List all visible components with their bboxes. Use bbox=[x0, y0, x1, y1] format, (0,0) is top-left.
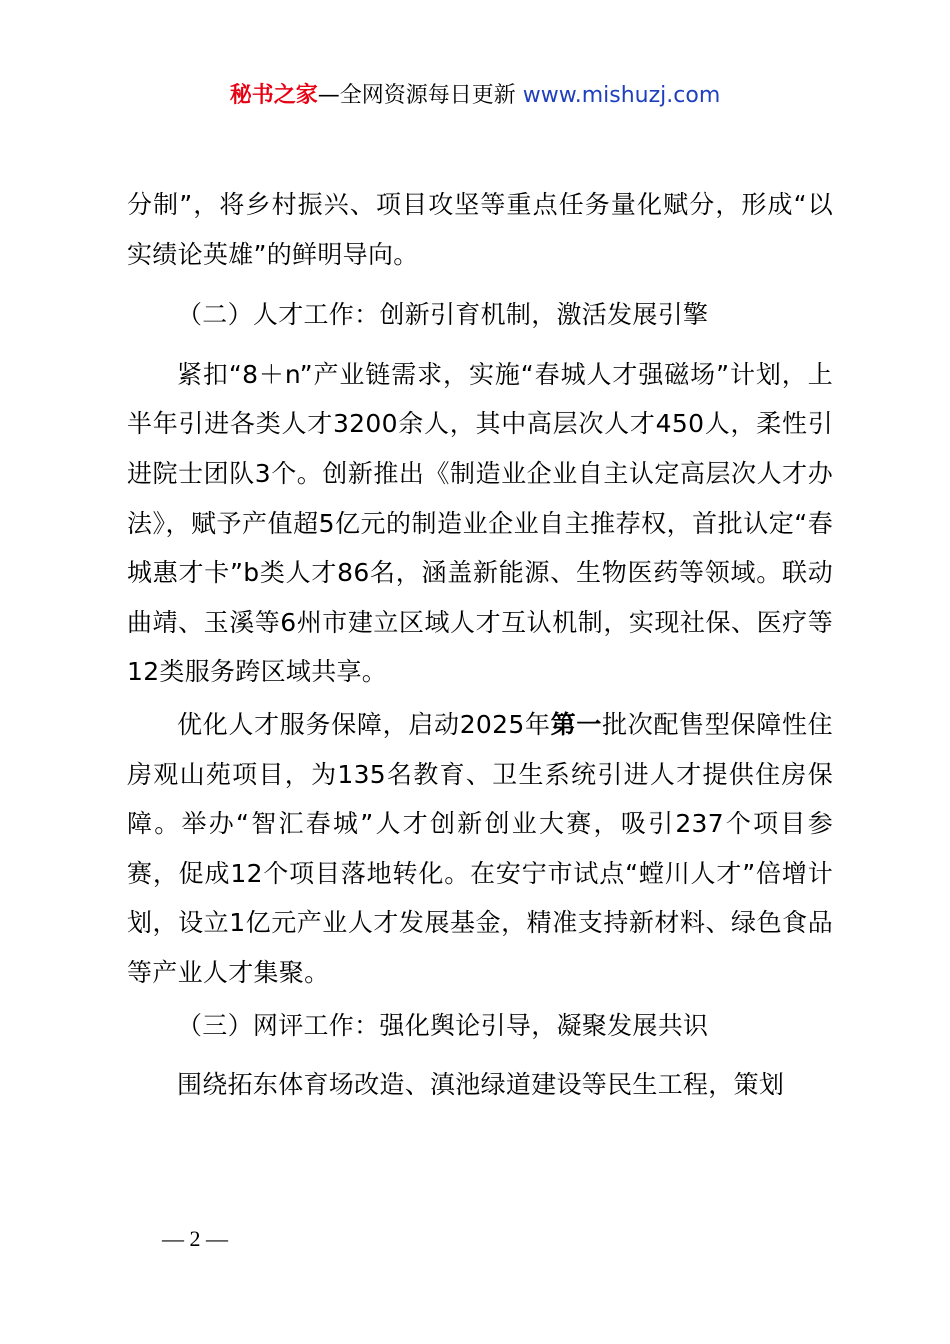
paragraph-text-end: 批次配售型保障性住房观山苑项目，为135名教育、卫生系统引进人才提供住房保障。举办“智汇春城”人才创新创业大赛，吸引237个项目参赛，促成12个项目落地转化。在安宁市试点“螳川人才”倍增计划，设立1亿元产业人才发展基金，精准支持新材料、绿色食品等产业人才集聚。 bbox=[127, 709, 833, 987]
site-tagline: —全网资源每日更新 bbox=[317, 83, 516, 108]
paragraph-talent-services bbox=[127, 700, 833, 998]
site-url-link[interactable]: www.mishuzj.com bbox=[522, 83, 721, 108]
document-body bbox=[127, 180, 833, 1113]
bold-emphasis: 第一 bbox=[550, 709, 603, 739]
site-header bbox=[0, 80, 950, 112]
paragraph-text-start: 优化人才服务保障，启动2025年 bbox=[177, 709, 551, 739]
section-heading-talent: （二）人才工作：创新引育机制，激活发展引擎 bbox=[177, 300, 709, 330]
page-number: — 2 — bbox=[162, 1226, 228, 1251]
section-heading-online-comment: （三）网评工作：强化舆论引导，凝聚发展共识 bbox=[177, 1010, 709, 1040]
site-brand: 秘书之家 bbox=[229, 83, 318, 108]
paragraph-continued: 分制”，将乡村振兴、项目攻坚等重点任务量化赋分，形成“以实绩论英雄”的鲜明导向。 bbox=[127, 190, 833, 269]
paragraph-talent-introduction: 紧扣“8＋n”产业链需求，实施“春城人才强磁场”计划，上半年引进各类人才3200余人，其中高层次人才450人，柔性引进院士团队3个。创新推出《制造业企业自主认定高层次人才办法》，赋予产值超5亿元的制造业企业自主推荐权，首批认定“春城惠才卡”b类人才86名，涵盖新能源、生物医药等领域。联动曲靖、玉溪等6州市建立区域人才互认机制，实现社保、医疗等12类服务跨区域共享。 bbox=[127, 359, 833, 687]
paragraph-online-comment: 围绕拓东体育场改造、滇池绿道建设等民生工程，策划 bbox=[177, 1070, 785, 1100]
